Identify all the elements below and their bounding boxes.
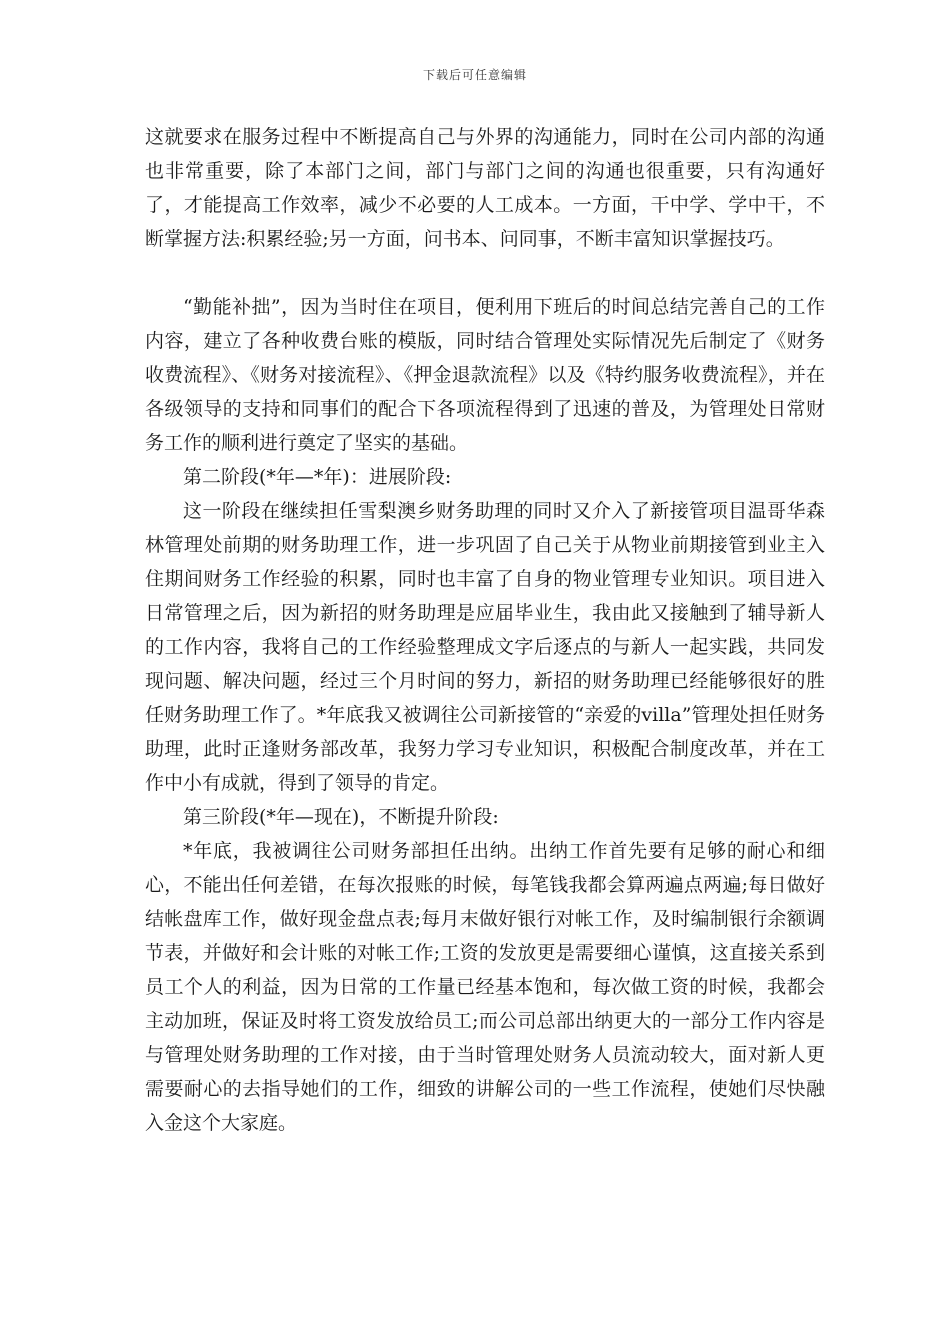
- heading-stage-two: 第二阶段(*年—*年)：进展阶段:: [183, 466, 452, 488]
- heading-stage-three: 第三阶段(*年—现在)，不断提升阶段:: [183, 806, 499, 828]
- paragraph-stage-two: 这一阶段在继续担任雪梨澳乡财务助理的同时又介入了新接管项目温哥华森林管理处前期的财务助理工作，进一步巩固了自己关于从物业前期接管到业主入住期间财务工作经验的积累，同时也丰富了自身的物业管理专业知识。项目进入日常管理之后，因为新招的财务助理是应届毕业生，我由此又接触到了辅导新人的工作内容，我将自己的工作经验整理成文字后逐点的与新人一起实践，共同发现问题、解决问题，经过三个月时间的努力，新招的财务助理已经能够很好的胜任财务助理工作了。*年底我又被调往公司新接管的“亲爱的villa”管理处担任财务助理，此时正逢财务部改革，我努力学习专业知识，积极配合制度改革，并在工作中小有成就，得到了领导的肯定。: [145, 500, 825, 794]
- page-header: 下载后可任意编辑: [422, 68, 527, 82]
- paragraph-communication: 这就要求在服务过程中不断提高自己与外界的沟通能力，同时在公司内部的沟通也非常重要，除了本部门之间，部门与部门之间的沟通也很重要，只有沟通好了，才能提高工作效率，减少不必要的人工成本。一方面，干中学、学中干，不断掌握方法:积累经验;另一方面，问书本、问同事，不断丰富知识掌握技巧。: [145, 126, 825, 250]
- document-body: [145, 120, 825, 1140]
- paragraph-diligence: “勤能补拙”，因为当时住在项目，便利用下班后的时间总结完善自己的工作内容，建立了各种收费台账的模版，同时结合管理处实际情况先后制定了《财务收费流程》、《财务对接流程》、《押金退款流程》以及《特约服务收费流程》，并在各级领导的支持和同事们的配合下各项流程得到了迅速的普及，为管理处日常财务工作的顺利进行奠定了坚实的基础。: [145, 296, 825, 454]
- paragraph-gap: [145, 256, 825, 290]
- paragraph-stage-three: *年底，我被调往公司财务部担任出纳。出纳工作首先要有足够的耐心和细心，不能出任何差错，在每次报账的时候，每笔钱我都会算两遍点两遍;每日做好结帐盘库工作，做好现金盘点表;每月末做好银行对帐工作，及时编制银行余额调节表，并做好和会计账的对帐工作;工资的发放更是需要细心谨慎，这直接关系到员工个人的利益，因为日常的工作量已经基本饱和，每次做工资的时候，我都会主动加班，保证及时将工资发放给员工;而公司总部出纳更大的一部分工作内容是与管理处财务助理的工作对接，由于当时管理处财务人员流动较大，面对新人更需要耐心的去指导她们的工作，细致的讲解公司的一些工作流程，使她们尽快融入金这个大家庭。: [145, 840, 825, 1134]
